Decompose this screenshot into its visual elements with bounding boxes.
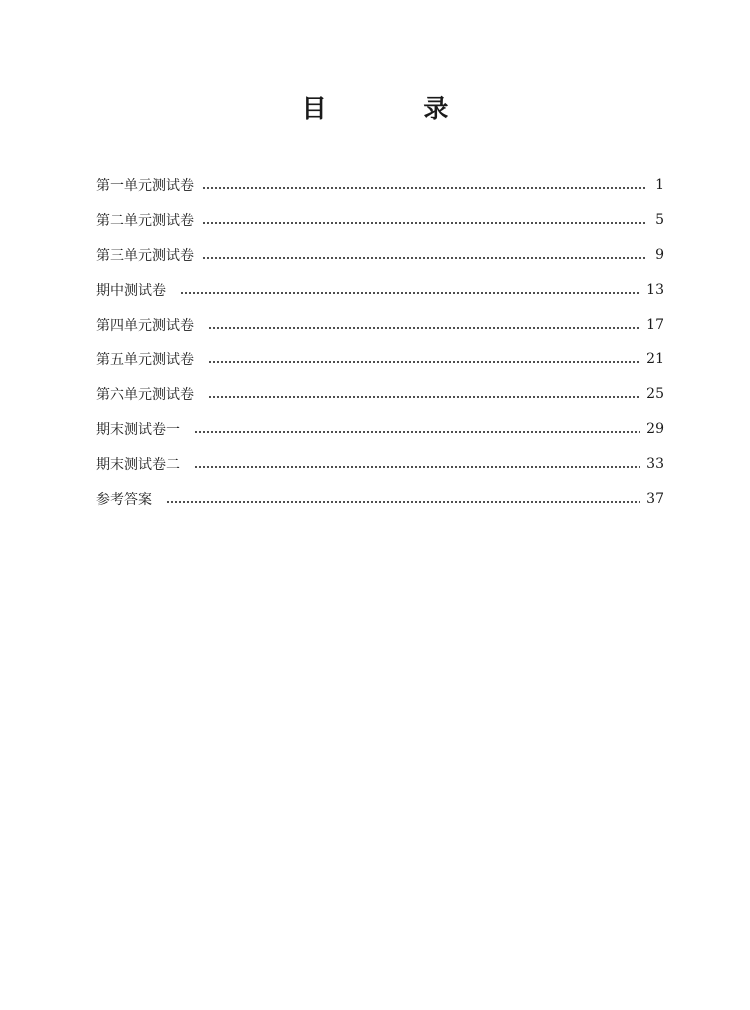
toc-entry-label: 第二单元测试卷 xyxy=(96,213,194,230)
toc-entry[interactable] xyxy=(96,272,664,307)
dot-leader xyxy=(208,387,640,401)
dot-leader xyxy=(208,318,640,332)
toc-entry-page: 33 xyxy=(646,455,664,472)
toc-entry[interactable] xyxy=(96,481,664,516)
toc-entry-label: 第五单元测试卷 xyxy=(96,352,194,369)
toc-entry-label: 第六单元测试卷 xyxy=(96,387,194,404)
dot-leader xyxy=(202,213,646,227)
toc-entry-label: 参考答案 xyxy=(96,491,152,508)
toc-entry-page: 29 xyxy=(646,420,664,437)
toc-entry-label: 第四单元测试卷 xyxy=(96,317,194,334)
toc-entry-page: 37 xyxy=(646,490,664,507)
toc-entry-label: 第一单元测试卷 xyxy=(96,178,194,195)
toc-entry-page: 13 xyxy=(646,281,664,298)
toc-entry[interactable] xyxy=(96,446,664,481)
dot-leader xyxy=(202,178,646,192)
dot-leader xyxy=(194,422,640,436)
toc-entry-page: 21 xyxy=(646,351,664,368)
toc-entry[interactable] xyxy=(96,342,664,377)
dot-leader xyxy=(180,283,640,297)
page-title: 目 录 xyxy=(301,94,493,123)
toc-entry-label: 期末测试卷二 xyxy=(96,456,180,473)
toc-entry[interactable] xyxy=(96,412,664,447)
toc-entry-page: 25 xyxy=(646,386,664,403)
toc-entry-page: 9 xyxy=(655,246,664,263)
toc-entry-page: 1 xyxy=(655,177,664,194)
table-of-contents xyxy=(96,168,664,516)
toc-entry[interactable] xyxy=(96,168,664,203)
toc-entry-page: 5 xyxy=(655,212,664,229)
dot-leader xyxy=(194,457,640,471)
toc-entry-label: 第三单元测试卷 xyxy=(96,247,194,264)
toc-entry-label: 期中测试卷 xyxy=(96,282,166,299)
dot-leader xyxy=(166,492,640,506)
dot-leader xyxy=(202,248,646,262)
toc-entry-label: 期末测试卷一 xyxy=(96,421,180,438)
toc-entry-page: 17 xyxy=(646,316,664,333)
toc-entry[interactable] xyxy=(96,238,664,273)
toc-entry[interactable] xyxy=(96,307,664,342)
toc-entry[interactable] xyxy=(96,203,664,238)
dot-leader xyxy=(208,352,640,366)
toc-entry[interactable] xyxy=(96,377,664,412)
